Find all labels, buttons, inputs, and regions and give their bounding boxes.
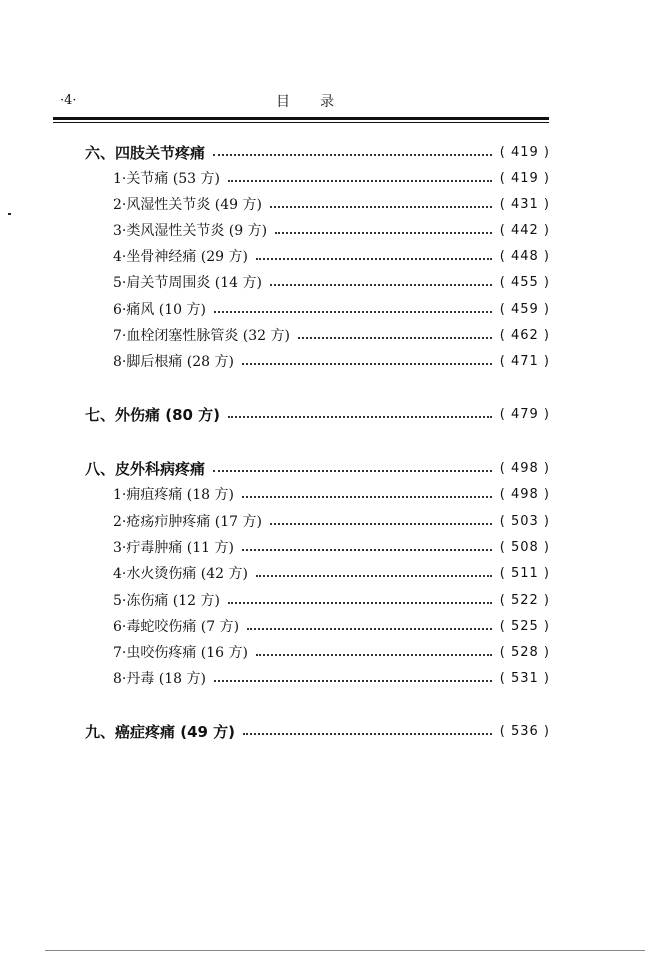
toc-item — [113, 535, 550, 559]
toc-chapter — [85, 402, 550, 426]
toc-item — [113, 323, 550, 347]
dot-leader — [270, 205, 492, 208]
toc-chapter-label: 七、外伤痛 (80 方) — [85, 405, 221, 424]
toc-item-label: 3·疔毒肿痛 (11 方) — [113, 540, 234, 556]
toc-item — [113, 640, 550, 664]
toc-page-number: ( 442 ) — [499, 222, 550, 238]
dot-leader — [256, 653, 492, 656]
dot-leader — [298, 336, 492, 339]
toc-item-label: 8·脚后根痛 (28 方) — [113, 354, 234, 370]
toc-page-number: ( 528 ) — [499, 644, 550, 660]
dot-leader — [247, 627, 492, 630]
toc-page-number: ( 448 ) — [499, 248, 550, 264]
dot-leader — [270, 283, 492, 286]
page-bottom-edge — [45, 950, 645, 951]
dot-leader — [256, 574, 492, 577]
dot-leader — [228, 415, 492, 418]
dot-leader — [213, 153, 492, 156]
dot-leader — [242, 362, 492, 365]
toc-chapter-label: 九、癌症疼痛 (49 方) — [85, 722, 236, 741]
toc-item-label: 4·水火烫伤痛 (42 方) — [113, 566, 248, 582]
running-title: 目录 — [276, 94, 364, 110]
toc-item-label: 7·虫咬伤疼痛 (16 方) — [113, 645, 248, 661]
dot-leader — [214, 310, 492, 313]
toc-chapter-label: 六、四肢关节疼痛 — [85, 143, 206, 162]
toc-item — [113, 166, 550, 190]
dot-leader — [243, 732, 492, 735]
toc-item-label: 1·痈疽疼痛 (18 方) — [113, 487, 234, 503]
toc-chapter-label: 八、皮外科病疼痛 — [85, 459, 206, 478]
toc-item-label: 6·毒蛇咬伤痛 (7 方) — [113, 619, 240, 635]
toc-item-label: 8·丹毒 (18 方) — [113, 671, 206, 687]
toc-item — [113, 614, 550, 638]
dot-leader — [213, 469, 492, 472]
toc-page-number: ( 525 ) — [499, 618, 550, 634]
toc-item-label: 3·类风湿性关节炎 (9 方) — [113, 223, 268, 239]
toc-page-number: ( 419 ) — [499, 144, 550, 160]
toc-item — [113, 218, 550, 242]
toc-page-number: ( 455 ) — [499, 274, 550, 290]
dot-leader — [270, 522, 492, 525]
toc-page-number: ( 536 ) — [499, 723, 550, 739]
toc-page-number: ( 498 ) — [499, 486, 550, 502]
toc-page-number: ( 431 ) — [499, 196, 550, 212]
scan-speck — [8, 213, 11, 215]
toc-page-number: ( 508 ) — [499, 539, 550, 555]
toc-item-label: 1·关节痛 (53 方) — [113, 171, 220, 187]
toc-chapter — [85, 719, 550, 743]
toc-item-label: 5·冻伤痛 (12 方) — [113, 593, 220, 609]
dot-leader — [256, 257, 492, 260]
toc-item — [113, 349, 550, 373]
toc-page-number: ( 479 ) — [499, 406, 550, 422]
toc-item — [113, 561, 550, 585]
header-rule-thin — [53, 122, 549, 123]
toc-chapter — [85, 140, 550, 164]
toc-item — [113, 482, 550, 506]
toc-page-number: ( 462 ) — [499, 327, 550, 343]
toc-item — [113, 509, 550, 533]
toc-page-number: ( 522 ) — [499, 592, 550, 608]
toc-item-label: 2·疮疡疖肿疼痛 (17 方) — [113, 514, 262, 530]
toc-chapter — [85, 456, 550, 480]
toc-page-number: ( 498 ) — [499, 460, 550, 476]
toc-page-number: ( 503 ) — [499, 513, 550, 529]
toc-item — [113, 192, 550, 216]
page-header — [56, 93, 550, 113]
toc-page-number: ( 459 ) — [499, 301, 550, 317]
toc-item-label: 7·血栓闭塞性脉管炎 (32 方) — [113, 328, 290, 344]
toc-page-number: ( 511 ) — [499, 565, 550, 581]
dot-leader — [242, 495, 492, 498]
toc-item-label: 4·坐骨神经痛 (29 方) — [113, 249, 248, 265]
toc-item — [113, 270, 550, 294]
header-rule-thick — [53, 117, 549, 120]
dot-leader — [275, 231, 492, 234]
toc-item — [113, 297, 550, 321]
toc-item — [113, 666, 550, 690]
toc-page-number: ( 531 ) — [499, 670, 550, 686]
toc-item-label: 5·肩关节周围炎 (14 方) — [113, 275, 262, 291]
toc-item — [113, 588, 550, 612]
toc-item-label: 6·痛风 (10 方) — [113, 302, 206, 318]
toc-page-number: ( 419 ) — [499, 170, 550, 186]
page-number: ·4· — [60, 93, 77, 108]
toc-item-label: 2·风湿性关节炎 (49 方) — [113, 197, 262, 213]
dot-leader — [228, 179, 492, 182]
dot-leader — [242, 548, 492, 551]
toc-item — [113, 244, 550, 268]
toc-page-number: ( 471 ) — [499, 353, 550, 369]
dot-leader — [214, 679, 492, 682]
dot-leader — [228, 601, 492, 604]
